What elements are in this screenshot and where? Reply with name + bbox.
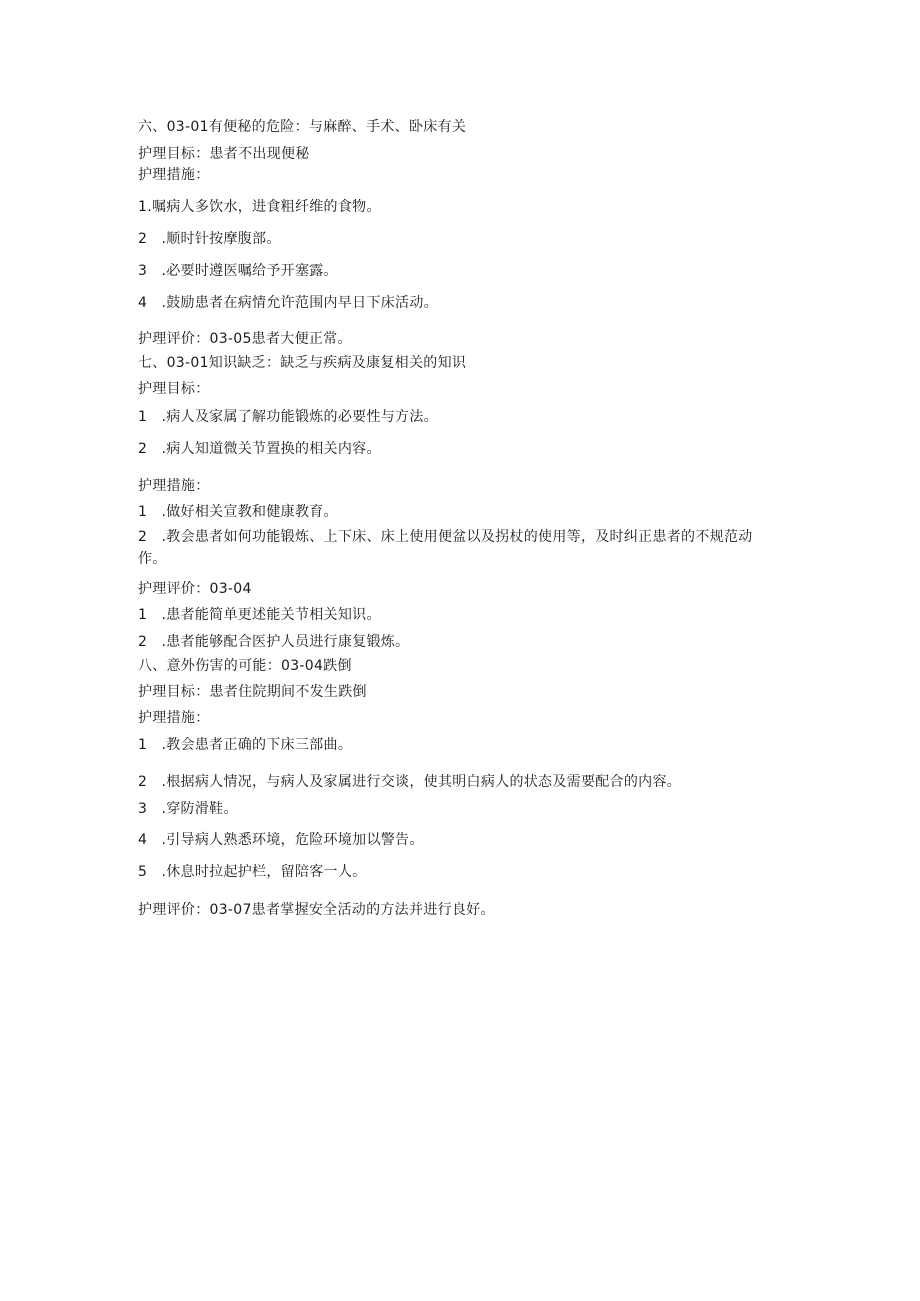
section-8-heading: 八、意外伤害的可能：03-04跌倒	[138, 658, 352, 674]
list-item: 3 .穿防滑鞋。	[138, 801, 238, 817]
list-item: 2 .患者能够配合医护人员进行康复锻炼。	[138, 634, 410, 650]
list-item: 4 .引导病人熟悉环境，危险环境加以警告。	[138, 832, 424, 848]
list-item: 1 .做好相关宣教和健康教育。	[138, 504, 338, 520]
nursing-goal: 护理目标：患者不出现便秘	[138, 146, 310, 162]
nursing-goal: 护理目标：患者住院期间不发生跌倒	[138, 684, 367, 700]
nursing-measures-label: 护理措施：	[138, 478, 210, 494]
nursing-goal: 护理目标：	[138, 381, 210, 397]
list-item: 1 .病人及家属了解功能锻炼的必要性与方法。	[138, 409, 438, 425]
nursing-evaluation: 护理评价：03-04	[138, 581, 252, 597]
list-item: 5 .休息时拉起护栏，留陪客一人。	[138, 864, 367, 880]
list-item: 2 .根据病人情况，与病人及家属进行交谈，使其明白病人的状态及需要配合的内容。	[138, 774, 682, 790]
nursing-measures-label: 护理措施：	[138, 710, 210, 726]
nursing-measures-label: 护理措施：	[138, 167, 210, 183]
list-item: 4 .鼓励患者在病情允许范围内早日下床活动。	[138, 295, 438, 311]
list-item: 3 .必要时遵医嘱给予开塞露。	[138, 263, 338, 279]
list-item: 2 .顺时针按摩腹部。	[138, 231, 281, 247]
section-7-heading: 七、03-01知识缺乏：缺乏与疾病及康复相关的知识	[138, 355, 467, 371]
list-item: 2 .教会患者如何功能锻炼、上下床、床上使用便盆以及拐杖的使用等，及时纠正患者的不规范动作。	[138, 529, 753, 567]
list-item: 2 .病人知道微关节置换的相关内容。	[138, 441, 381, 457]
nursing-evaluation: 护理评价：03-07患者掌握安全活动的方法并进行良好。	[138, 902, 495, 918]
list-item: 1 .患者能简单更述能关节相关知识。	[138, 607, 381, 623]
list-item: 1.嘱病人多饮水，进食粗纤维的食物。	[138, 199, 381, 215]
section-6-heading: 六、03-01有便秘的危险：与麻醉、手术、卧床有关	[138, 119, 467, 135]
list-item: 1 .教会患者正确的下床三部曲。	[138, 737, 353, 753]
nursing-evaluation: 护理评价：03-05患者大便正常。	[138, 331, 352, 347]
